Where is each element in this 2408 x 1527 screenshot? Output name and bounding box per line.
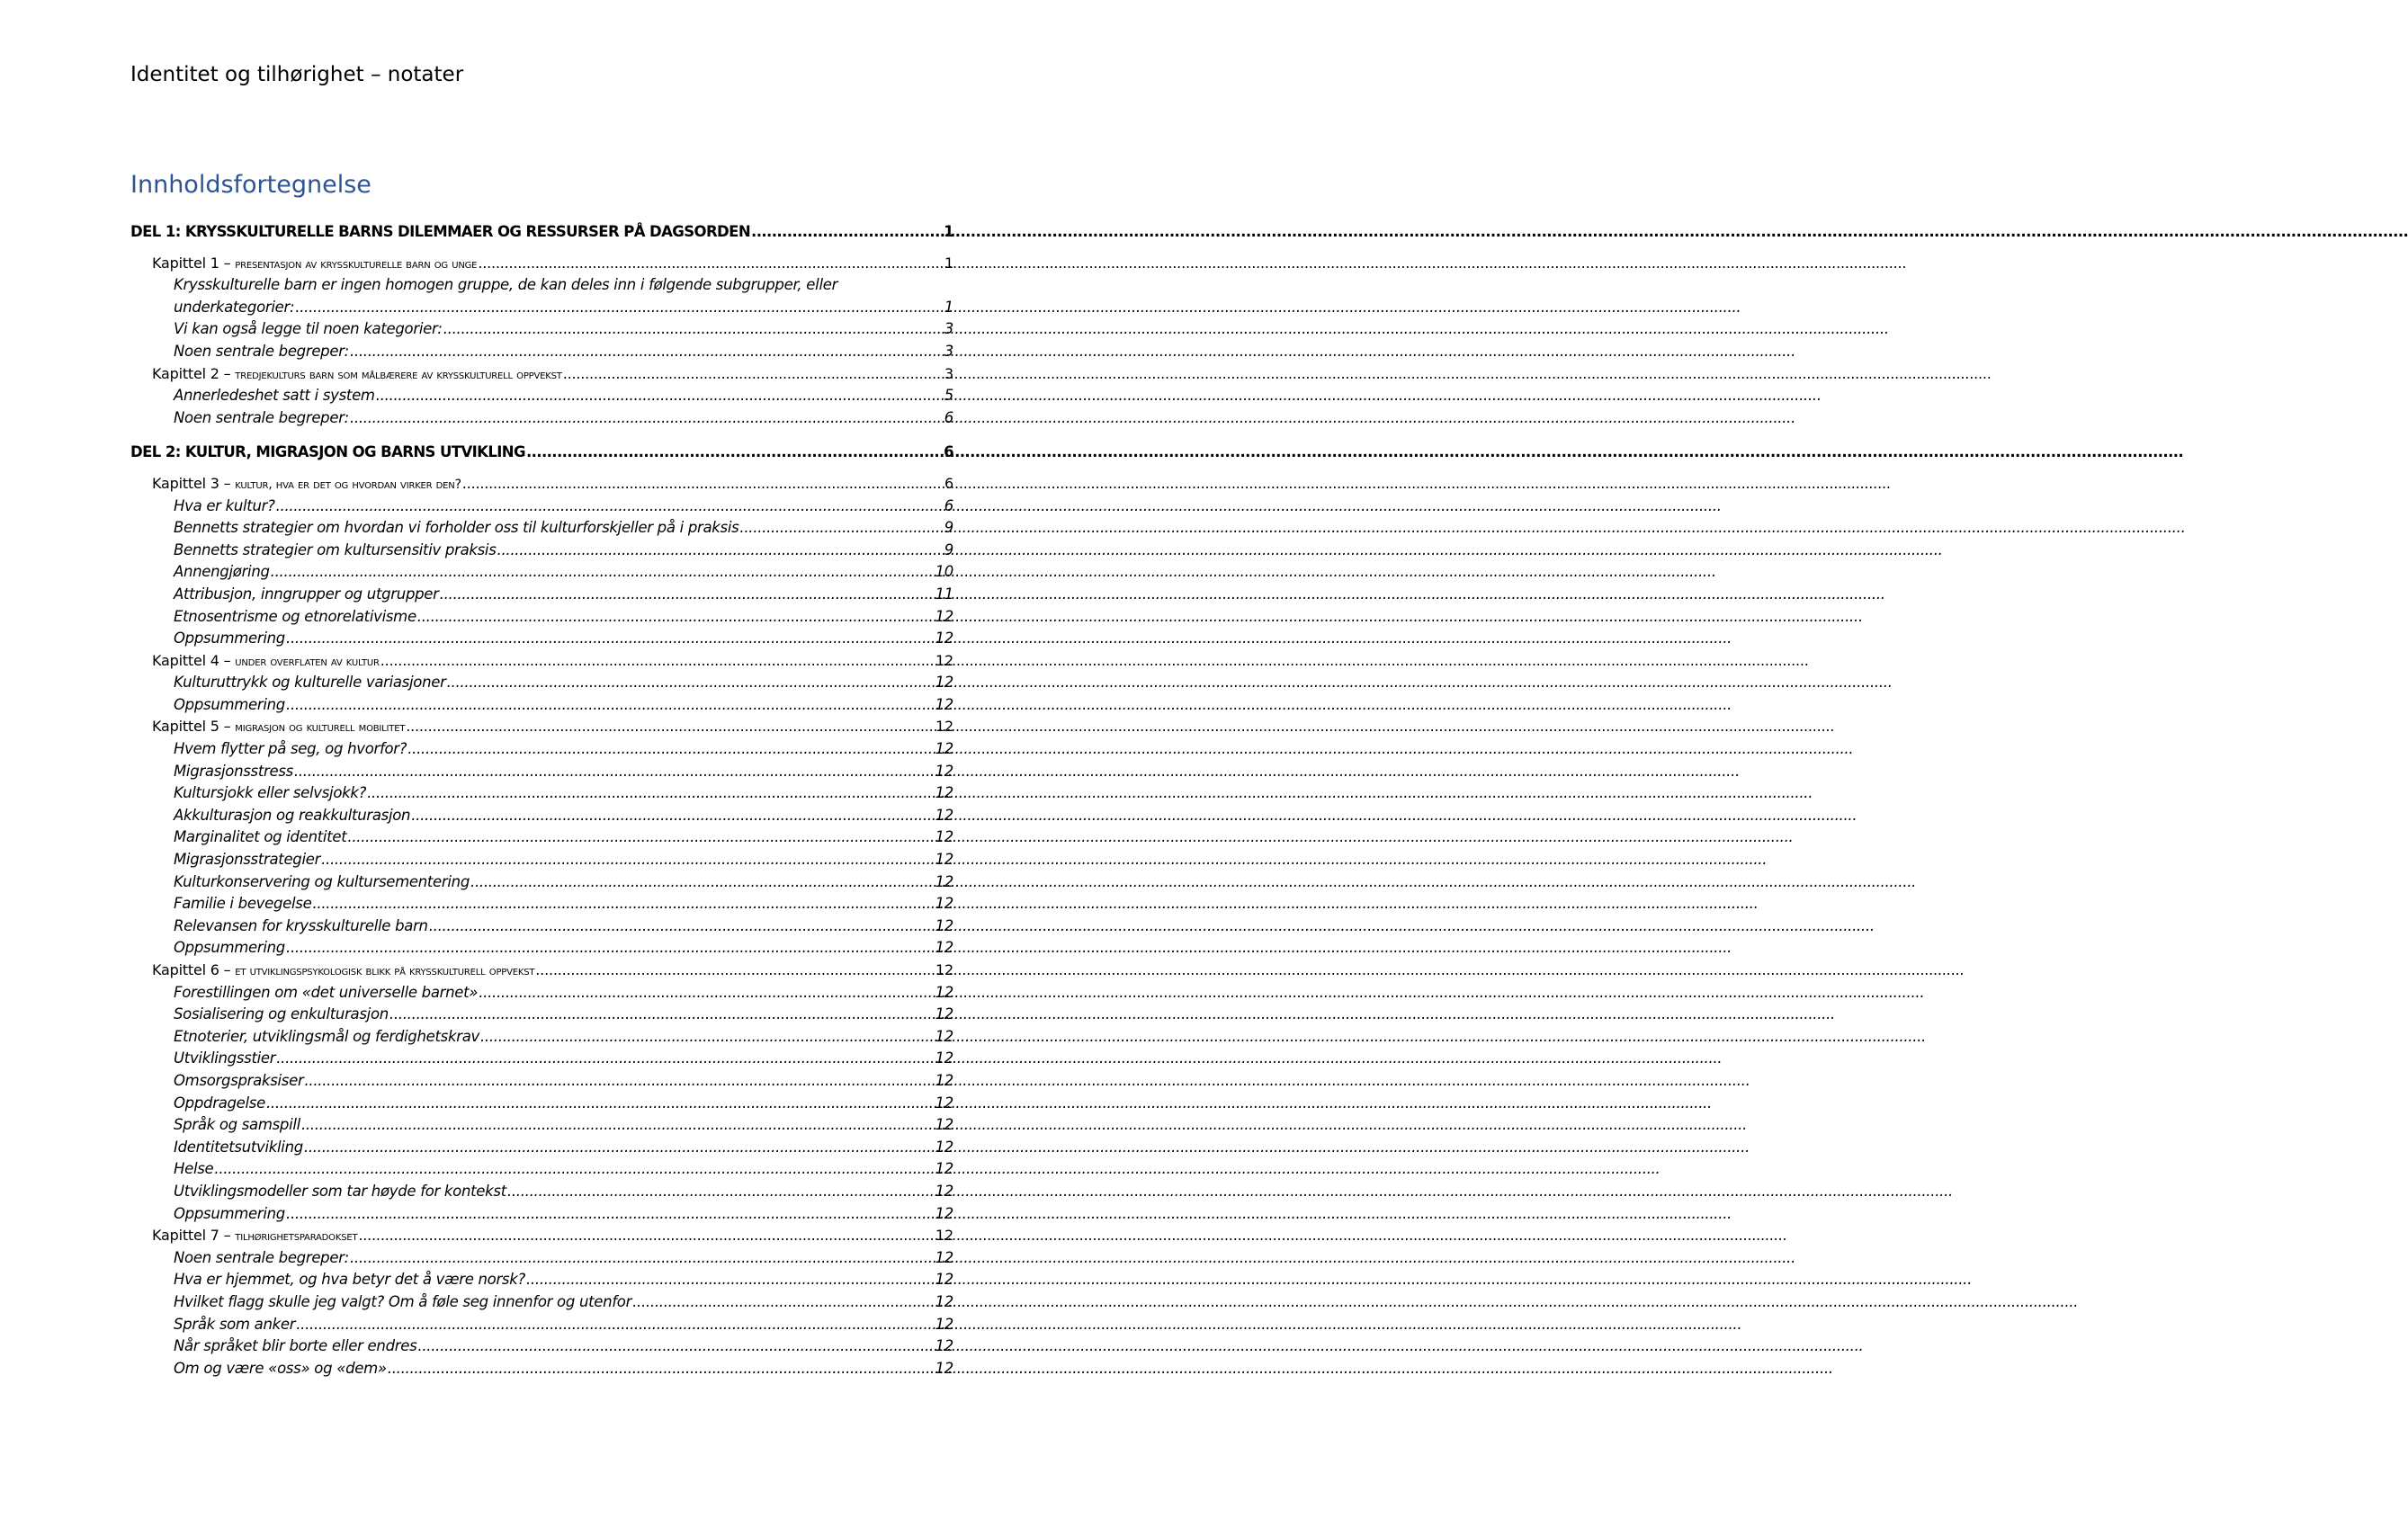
toc-page-number: 12 [935, 872, 953, 890]
toc-section-entry[interactable] [130, 341, 953, 363]
toc-entry-text: Kapittel 4 – under overflaten av kultur [152, 651, 380, 669]
toc-section-entry[interactable] [130, 694, 953, 717]
toc-page-number: 12 [935, 1116, 953, 1134]
toc-dot-leader [301, 1114, 935, 1137]
toc-dot-leader [271, 561, 935, 584]
toc-section-entry[interactable] [130, 805, 953, 827]
toc-page-number: 12 [935, 695, 953, 713]
document-header-title: Identitet og tilhørighet – notater [130, 63, 464, 86]
toc-entry-text: Oppsummering [174, 695, 285, 713]
toc-chapter-entry[interactable] [130, 960, 953, 982]
toc-page-number: 3 [944, 364, 953, 382]
toc-page-number: 12 [935, 630, 953, 647]
toc-entry-text: Språk og samspill [174, 1116, 300, 1134]
toc-section-entry[interactable] [130, 1335, 953, 1358]
toc-dot-leader [294, 761, 935, 783]
toc-part-entry[interactable] [130, 442, 953, 464]
toc-chapter-entry[interactable] [130, 716, 953, 738]
toc-entry-text: Hva er hjemmet, og hva betyr det å være norsk? [174, 1271, 525, 1289]
toc-entry-text: Hvem flytter på seg, og hvorfor? [174, 740, 407, 758]
toc-page-number: 6 [944, 474, 953, 492]
toc-page-number: 1 [944, 223, 953, 240]
toc-dot-leader [276, 496, 944, 518]
toc-entry-text: Marginalitet og identitet [174, 828, 347, 846]
toc-entry-text: Kapittel 7 – tilhørighetsparadokset [152, 1227, 358, 1245]
toc-chapter-entry[interactable] [130, 1225, 953, 1247]
toc-page-number: 9 [944, 540, 953, 558]
toc-dot-leader [350, 407, 944, 430]
toc-section-entry[interactable] [130, 561, 953, 584]
toc-page-number: 12 [935, 1292, 953, 1310]
toc-section-entry[interactable] [130, 937, 953, 960]
toc-page-number: 1 [944, 254, 953, 272]
toc-dot-leader [739, 517, 943, 540]
toc-section-entry[interactable] [130, 782, 953, 805]
toc-entry-text-line: Krysskulturelle barn er ingen homogen gruppe, de kan deles inn i følgende subgrupper, eller [174, 276, 838, 294]
toc-entry-text: Oppsummering [174, 630, 285, 647]
toc-entry-text: Annerledeshet satt i system [174, 387, 375, 405]
toc-dot-leader [632, 1291, 935, 1314]
toc-entry-text: Kultursjokk eller selvsjokk? [174, 784, 367, 802]
toc-entry-text: Vi kan også legge til noen kategorier: [174, 320, 443, 338]
toc-dot-leader [304, 1137, 935, 1159]
toc-dot-leader [266, 1093, 935, 1115]
toc-entry-text: Relevansen for krysskulturelle barn [174, 916, 428, 934]
toc-page-number: 12 [935, 895, 953, 913]
table-of-contents [130, 221, 953, 1380]
toc-entry-text: Bennetts strategier om hvordan vi forholder oss til kulturforskjeller på i praksis [174, 519, 739, 537]
toc-dot-leader [479, 982, 934, 1005]
toc-dot-leader [497, 540, 944, 562]
toc-page-number: 9 [944, 519, 953, 537]
toc-page-number: 12 [935, 939, 953, 957]
toc-section-entry[interactable] [130, 915, 953, 938]
toc-entry-text: Forestillingen om «det universelle barnet» [174, 983, 479, 1001]
toc-chapter-entry[interactable] [130, 650, 953, 673]
toc-entry-text: Sosialisering og enkulturasjon [174, 1005, 389, 1023]
toc-section-entry[interactable] [130, 1114, 953, 1137]
toc-page-number: 12 [935, 1359, 953, 1377]
toc-dot-leader [367, 782, 934, 805]
toc-section-entry[interactable] [130, 407, 953, 430]
toc-section-entry[interactable] [130, 826, 953, 849]
toc-page-number: 6 [944, 443, 953, 461]
toc-section-entry[interactable] [130, 982, 953, 1005]
toc-page-number: 12 [935, 1248, 953, 1266]
toc-entry-text: DEL 2: KULTUR, MIGRASJON OG BARNS UTVIKLING [130, 443, 525, 461]
toc-page-number: 12 [935, 806, 953, 824]
toc-entry-text: Kapittel 2 – tredjekulturs barn som målbærere av krysskulturell oppvekst [152, 364, 562, 382]
toc-entry-text: Noen sentrale begreper: [174, 408, 349, 426]
toc-dot-leader [350, 341, 944, 363]
toc-section-entry[interactable] [130, 1070, 953, 1093]
toc-entry-text: Noen sentrale begreper: [174, 342, 349, 360]
toc-dot-leader [406, 716, 935, 738]
toc-entry-text: underkategorier: [174, 298, 295, 316]
toc-page-number: 12 [935, 1337, 953, 1355]
toc-dot-leader [286, 937, 935, 960]
toc-page-number: 12 [935, 1315, 953, 1333]
toc-dot-leader [321, 849, 935, 871]
toc-entry-text: Kapittel 5 – migrasjon og kulturell mobilitet [152, 718, 406, 736]
toc-section-entry[interactable] [130, 1048, 953, 1070]
toc-entry-text: Når språket blir borte eller endres [174, 1337, 417, 1355]
toc-heading: Innholdsfortegnelse [130, 171, 371, 199]
toc-section-entry[interactable] [130, 297, 953, 319]
toc-dot-leader [470, 871, 935, 894]
toc-entry-text: Migrasjonsstress [174, 762, 293, 780]
toc-entry-text: Identitetsutvikling [174, 1138, 303, 1156]
toc-section-entry[interactable] [130, 1247, 953, 1270]
toc-section-entry[interactable] [130, 893, 953, 915]
toc-chapter-entry[interactable] [130, 363, 953, 386]
toc-dot-leader [751, 221, 943, 244]
toc-dot-leader [296, 1314, 934, 1336]
toc-section-entry[interactable] [130, 1358, 953, 1380]
toc-section-entry[interactable] [130, 1026, 953, 1049]
toc-section-entry[interactable] [130, 1093, 953, 1115]
toc-section-entry[interactable] [130, 1137, 953, 1159]
toc-page-number: 12 [935, 983, 953, 1001]
toc-entry-text: Hva er kultur? [174, 496, 275, 514]
toc-dot-leader [286, 694, 935, 717]
toc-part-entry[interactable] [130, 221, 953, 244]
toc-dot-leader [286, 628, 935, 650]
toc-page-number: 12 [935, 651, 953, 669]
toc-page-number: 12 [935, 828, 953, 846]
toc-dot-leader [447, 672, 935, 694]
toc-page-number: 12 [935, 1182, 953, 1200]
toc-page-number: 12 [935, 1005, 953, 1023]
toc-page-number: 12 [935, 784, 953, 802]
toc-page-number: 12 [935, 607, 953, 625]
toc-entry-text: Kapittel 6 – et utviklingspsykologisk blikk på krysskulturell oppvekst [152, 961, 535, 978]
toc-dot-leader [376, 385, 944, 407]
toc-entry-text: Bennetts strategier om kultursensitiv praksis [174, 540, 497, 558]
toc-entry-text: DEL 1: KRYSSKULTURELLE BARNS DILEMMAER OG RESSURSER PÅ DAGSORDEN [130, 223, 751, 240]
toc-page-number: 12 [935, 1138, 953, 1156]
toc-section-entry[interactable] [130, 606, 953, 629]
toc-entry-text: Omsorgspraksiser [174, 1071, 304, 1089]
toc-chapter-entry[interactable] [130, 253, 953, 275]
toc-entry-text: Noen sentrale begreper: [174, 1248, 349, 1266]
toc-section-entry[interactable] [130, 672, 953, 694]
toc-section-entry[interactable] [130, 318, 953, 341]
toc-section-entry[interactable] [130, 540, 953, 562]
toc-dot-leader [526, 442, 943, 464]
toc-page-number: 12 [935, 1271, 953, 1289]
toc-dot-leader [526, 1269, 935, 1291]
toc-entry-text: Kapittel 3 – kultur, hva er det og hvordan virker den? [152, 474, 461, 492]
toc-page-number: 6 [944, 496, 953, 514]
toc-section-entry[interactable] [130, 1181, 953, 1203]
toc-page-number: 3 [944, 320, 953, 338]
toc-dot-leader [462, 473, 944, 496]
toc-dot-leader [388, 1358, 935, 1380]
toc-dot-leader [389, 1004, 935, 1026]
toc-page-number: 12 [935, 1204, 953, 1222]
toc-entry-text: Annengjøring [174, 563, 270, 581]
toc-entry-text: Kapittel 1 – presentasjon av krysskulturelle barn og unge [152, 254, 478, 272]
toc-dot-leader [358, 1225, 935, 1247]
toc-section-entry[interactable] [130, 1203, 953, 1226]
toc-page-number: 5 [944, 387, 953, 405]
toc-section-entry[interactable] [130, 761, 953, 783]
toc-entry-text: Oppdragelse [174, 1094, 265, 1112]
toc-section-entry[interactable] [130, 628, 953, 650]
toc-dot-leader [347, 826, 934, 849]
toc-dot-leader [380, 650, 935, 673]
toc-page-number: 12 [935, 674, 953, 692]
toc-entry-text: Utviklingsmodeller som tar høyde for kontekst [174, 1182, 506, 1200]
toc-dot-leader [417, 606, 935, 629]
toc-entry-text: Om og være «oss» og «dem» [174, 1359, 387, 1377]
toc-dot-leader [443, 318, 944, 341]
toc-section-entry[interactable] [130, 871, 953, 894]
toc-entry-text: Etnoterier, utviklingsmål og ferdighetskrav [174, 1027, 479, 1045]
toc-section-entry[interactable] [130, 1004, 953, 1026]
toc-section-entry[interactable] [130, 1158, 953, 1181]
toc-section-entry[interactable] [130, 496, 953, 518]
toc-section-entry[interactable] [130, 1269, 953, 1291]
toc-dot-leader [411, 805, 934, 827]
toc-page-number: 12 [935, 740, 953, 758]
toc-page-number: 1 [944, 298, 953, 316]
toc-page-number: 12 [935, 1094, 953, 1112]
toc-page-number: 12 [935, 1160, 953, 1178]
toc-dot-leader [286, 1203, 935, 1226]
toc-section-entry[interactable] [130, 584, 953, 606]
toc-entry-text: Helse [174, 1160, 214, 1178]
toc-page-number: 12 [935, 1027, 953, 1045]
toc-dot-leader [440, 584, 935, 606]
toc-dot-leader [478, 253, 944, 275]
toc-page-number: 11 [935, 585, 953, 603]
toc-entry-text: Språk som anker [174, 1315, 296, 1333]
toc-entry-text: Kulturuttrykk og kulturelle variasjoner [174, 674, 446, 692]
toc-entry-text: Kulturkonservering og kultursementering [174, 872, 470, 890]
document-page [0, 0, 1079, 1527]
toc-dot-leader [407, 738, 934, 761]
toc-section-entry[interactable] [130, 849, 953, 871]
toc-entry-text: Akkulturasjon og reakkulturasjon [174, 806, 411, 824]
toc-dot-leader [276, 1048, 934, 1070]
toc-section-entry[interactable] [130, 1291, 953, 1314]
toc-entry-text: Familie i bevegelse [174, 895, 312, 913]
toc-entry-text: Utviklingsstier [174, 1049, 276, 1067]
toc-dot-leader [563, 363, 944, 386]
toc-chapter-entry[interactable] [130, 473, 953, 496]
toc-page-number: 10 [935, 563, 953, 581]
toc-page-number: 12 [935, 851, 953, 869]
toc-dot-leader [350, 1247, 935, 1270]
toc-dot-leader [304, 1070, 934, 1093]
toc-page-number: 12 [935, 762, 953, 780]
toc-page-number: 12 [935, 718, 953, 736]
toc-page-number: 12 [935, 1049, 953, 1067]
toc-page-number: 12 [935, 1227, 953, 1245]
toc-entry-text: Attribusjon, inngrupper og utgrupper [174, 585, 439, 603]
toc-page-number: 6 [944, 408, 953, 426]
toc-dot-leader [214, 1158, 934, 1181]
toc-dot-leader [295, 297, 944, 319]
toc-dot-leader [507, 1181, 935, 1203]
toc-section-entry[interactable] [130, 517, 953, 540]
toc-section-entry[interactable] [130, 1314, 953, 1336]
toc-dot-leader [480, 1026, 935, 1049]
toc-dot-leader [535, 960, 935, 982]
toc-page-number: 12 [935, 961, 953, 978]
toc-entry-text: Etnosentrisme og etnorelativisme [174, 607, 416, 625]
toc-section-entry[interactable] [130, 738, 953, 761]
toc-page-number: 12 [935, 1071, 953, 1089]
toc-entry-text: Migrasjonsstrategier [174, 851, 321, 869]
toc-dot-leader [429, 915, 935, 938]
toc-page-number: 3 [944, 342, 953, 360]
toc-section-entry[interactable] [130, 385, 953, 407]
toc-dot-leader [312, 893, 934, 915]
toc-entry-text: Oppsummering [174, 1204, 285, 1222]
toc-entry-text: Hvilket flagg skulle jeg valgt? Om å føle seg innenfor og utenfor [174, 1292, 632, 1310]
toc-page-number: 12 [935, 916, 953, 934]
toc-entry-text: Oppsummering [174, 939, 285, 957]
toc-dot-leader [417, 1335, 934, 1358]
